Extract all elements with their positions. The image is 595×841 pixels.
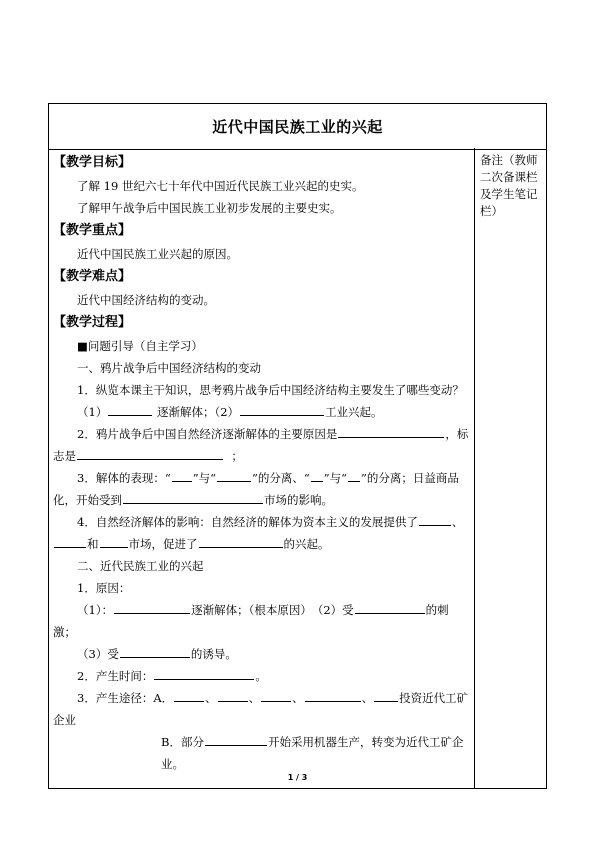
text-fragment: 、 xyxy=(451,515,464,529)
question-4 xyxy=(53,511,471,555)
text-fragment: 3．产生途径：A． xyxy=(77,691,174,705)
fill-blank[interactable] xyxy=(199,535,283,548)
fill-blank[interactable] xyxy=(261,689,291,702)
text-fragment: B．部分 xyxy=(161,735,204,749)
fill-blank[interactable] xyxy=(348,469,360,482)
question-2 xyxy=(53,423,471,467)
fill-blank[interactable] xyxy=(205,733,267,746)
goal-item-1: 了解 19 世纪六七十年代中国近代民族工业兴起的史实。 xyxy=(77,179,364,193)
difficulty-item: 近代中国经济结构的变动。 xyxy=(77,293,215,307)
fill-blank[interactable] xyxy=(338,425,444,438)
text-fragment: 市场的影响。 xyxy=(264,493,333,507)
text-fragment: 、 xyxy=(292,691,304,705)
fill-blank[interactable] xyxy=(240,403,324,416)
key-point-item: 近代中国民族工业兴起的原因。 xyxy=(77,247,238,261)
fill-blank[interactable] xyxy=(120,645,190,658)
text-fragment: 和 xyxy=(87,537,99,551)
notes-column xyxy=(480,152,544,220)
text-fragment: 市场，促进了 xyxy=(128,537,198,551)
fill-blank[interactable] xyxy=(355,601,425,614)
main-column xyxy=(53,151,471,775)
text-fragment: 2．产生时间： xyxy=(77,669,154,683)
fill-blank[interactable] xyxy=(217,469,251,482)
key-points-heading: 【教学重点】 xyxy=(53,223,132,238)
difficulties-heading: 【教学难点】 xyxy=(53,269,132,284)
fill-blank[interactable] xyxy=(311,469,323,482)
text-fragment: 开始采用机器生产，转变为近代工矿企业。 xyxy=(161,735,464,771)
fill-blank[interactable] xyxy=(100,535,128,548)
text-fragment: 投资近代工矿企业 xyxy=(53,691,469,727)
fill-blank[interactable] xyxy=(123,491,263,504)
column-divider xyxy=(474,148,475,788)
goals-heading: 【教学目标】 xyxy=(53,155,132,170)
text-fragment: 逐渐解体；（根本原因） （2）受 xyxy=(191,603,354,617)
text-fragment: ”与“ xyxy=(192,471,216,485)
content-row xyxy=(48,148,547,789)
section-2-title: 二、近代民族工业的兴起 xyxy=(77,559,204,573)
text-fragment: （1）： xyxy=(77,603,114,617)
origin-ways-a xyxy=(53,687,471,731)
fill-blank[interactable] xyxy=(54,535,86,548)
text-fragment: ，标志是 xyxy=(53,427,469,463)
page-title: 近代中国民族工业的兴起 xyxy=(212,118,383,136)
title-cell xyxy=(48,103,547,150)
text-fragment: 、 xyxy=(205,691,217,705)
goal-item-2: 了解甲午战争后中国民族工业初步发展的主要史实。 xyxy=(77,201,342,215)
question-1: 1．纵览本课主干知识，思考鸦片战争后中国经济结构主要发生了哪些变动？ xyxy=(77,383,464,397)
process-heading: 【教学过程】 xyxy=(53,315,132,330)
text-fragment: （1） xyxy=(77,405,108,419)
text-fragment: ”的分离；日益商品化，开始受到 xyxy=(53,471,459,507)
fill-blank[interactable] xyxy=(154,667,254,680)
reasons-title: 1．原因： xyxy=(77,581,131,595)
fill-blank[interactable] xyxy=(305,689,361,702)
fill-blank[interactable] xyxy=(174,689,204,702)
fill-blank[interactable] xyxy=(114,601,190,614)
section-1-title: 一、鸦片战争后中国经济结构的变动 xyxy=(77,361,261,375)
text-fragment: ”的分离、“ xyxy=(251,471,310,485)
guide-label: ■问题引导（自主学习） xyxy=(77,339,203,353)
fill-blank[interactable] xyxy=(77,447,223,460)
reason-1-2 xyxy=(53,599,471,643)
notes-label: 备注（教师二次备课栏及学生笔记栏） xyxy=(480,153,538,218)
text-fragment: 。 xyxy=(255,669,267,683)
text-fragment: 、 xyxy=(248,691,261,705)
text-fragment: 逐渐解体；（2） xyxy=(153,405,240,419)
origin-time xyxy=(53,665,471,687)
fill-blank[interactable] xyxy=(374,689,398,702)
fill-blank[interactable] xyxy=(172,469,192,482)
text-fragment: 、 xyxy=(361,691,374,705)
page-number: 1 / 3 xyxy=(287,773,308,782)
text-fragment: 3．解体的表现：“ xyxy=(77,471,171,485)
text-fragment: 的诱导。 xyxy=(190,647,237,661)
text-fragment: 的兴起。 xyxy=(283,537,330,551)
fill-blank[interactable] xyxy=(218,689,248,702)
lesson-sheet xyxy=(48,103,547,789)
reason-3 xyxy=(53,643,471,665)
text-fragment: ； xyxy=(231,449,243,463)
question-1-blanks xyxy=(53,401,471,423)
text-fragment: 2．鸦片战争后中国自然经济逐渐解体的主要原因是 xyxy=(77,427,338,441)
text-fragment: 工业兴起。 xyxy=(325,405,383,419)
question-3 xyxy=(53,467,471,511)
origin-ways-b xyxy=(53,731,471,775)
fill-blank[interactable] xyxy=(108,403,152,416)
text-fragment: 4．自然经济解体的影响：自然经济的解体为资本主义的发展提供了 xyxy=(77,515,418,529)
fill-blank[interactable] xyxy=(419,513,451,526)
text-fragment: ”与“ xyxy=(323,471,347,485)
text-fragment: （3）受 xyxy=(77,647,119,661)
text-fragment: 的刺激； xyxy=(53,603,449,639)
